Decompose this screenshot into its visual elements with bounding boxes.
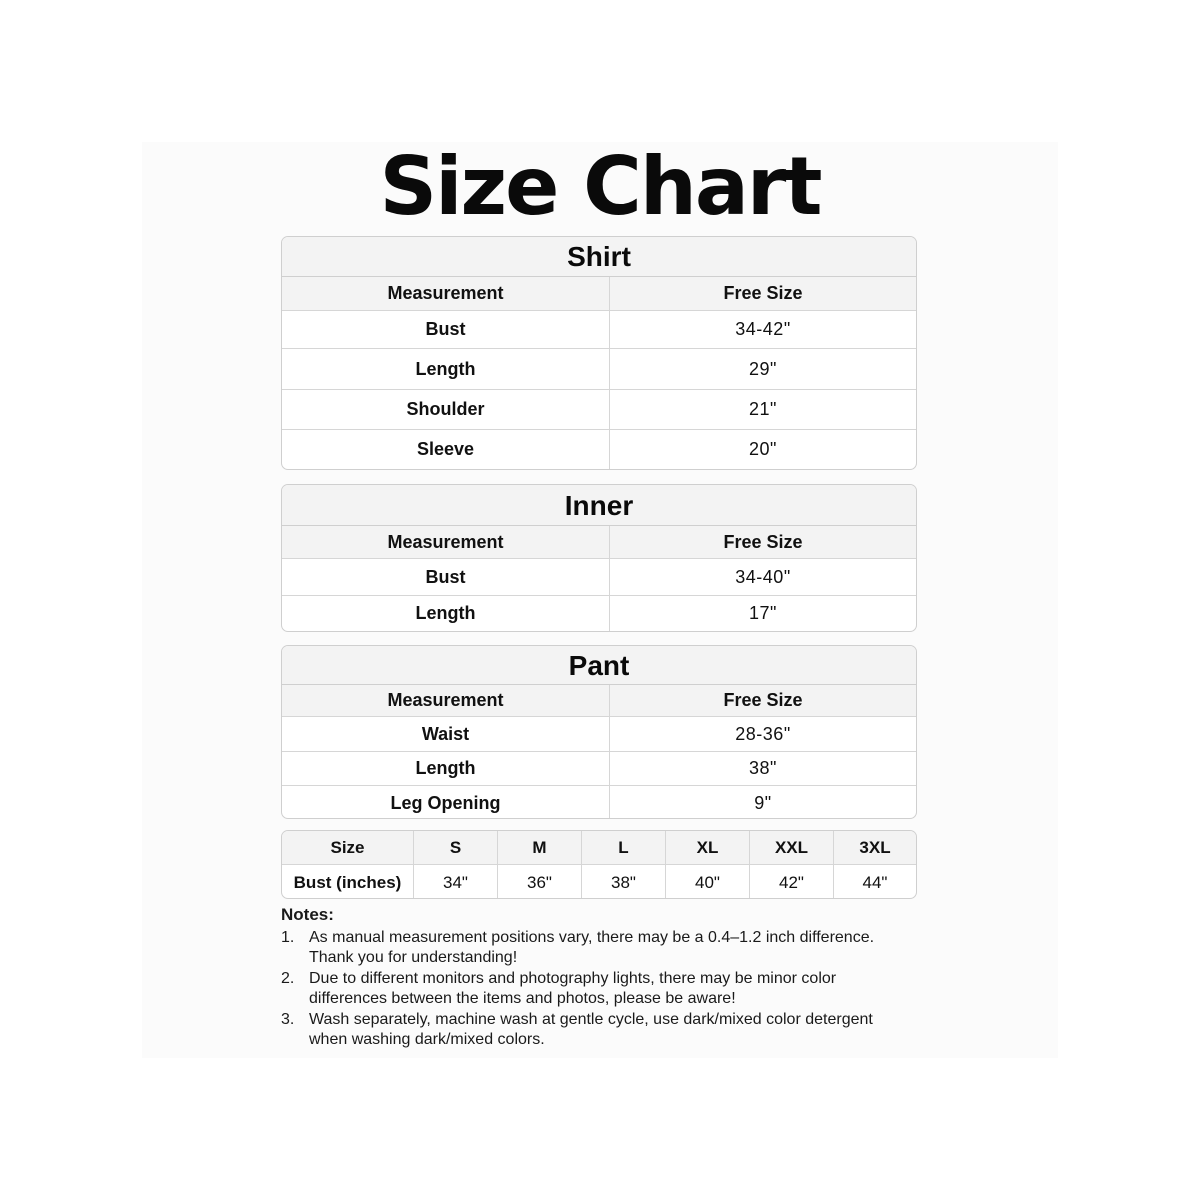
row-value: 38": [749, 758, 777, 778]
column-header-measurement: Measurement: [282, 685, 610, 716]
table-row: [282, 596, 916, 631]
table-row: [282, 752, 916, 786]
column-header-free-size: Free Size: [723, 690, 803, 710]
row-label: Length: [282, 752, 610, 785]
note-number: 1.: [281, 929, 295, 946]
bust-cell: 34": [414, 865, 498, 899]
size-cell: XXL: [750, 831, 834, 864]
row-value: 34-40": [735, 566, 791, 587]
note-number: 2.: [281, 970, 295, 987]
table-row: [282, 786, 916, 819]
note-line: when washing dark/mixed colors.: [309, 1031, 545, 1048]
note-line: differences between the items and photos, please be aware!: [309, 990, 736, 1007]
size-cell: L: [582, 831, 666, 864]
column-header-measurement: Measurement: [282, 277, 610, 310]
row-value: 9": [754, 792, 772, 813]
row-label: Leg Opening: [282, 786, 610, 819]
bust-cell: 42": [750, 865, 834, 899]
page-title: Size Chart: [379, 140, 821, 233]
table-heading: Shirt: [282, 237, 916, 277]
table-column-header: [282, 526, 916, 559]
table-row: [282, 311, 916, 349]
table-row: [282, 390, 916, 430]
note-line: As manual measurement positions vary, there may be a 0.4–1.2 inch difference.: [309, 929, 875, 946]
note-line: Thank you for understanding!: [309, 949, 518, 966]
table-column-header: [282, 685, 916, 717]
row-label: Length: [282, 596, 610, 631]
notes-title: Notes:: [281, 905, 334, 924]
row-label: Waist: [282, 717, 610, 751]
row-value: 29": [749, 358, 777, 379]
row-value: 21": [749, 399, 777, 419]
table-column-header: [282, 277, 916, 311]
size-cell: 3XL: [859, 837, 891, 857]
row-value: 28-36": [735, 723, 791, 744]
note-number: 3.: [281, 1011, 295, 1028]
note-item: [281, 928, 901, 968]
row-value: 34-42": [735, 319, 791, 339]
size-cell: M: [498, 831, 582, 864]
note-item: [281, 969, 901, 1009]
table-row: [282, 430, 916, 469]
table-heading: Inner: [282, 485, 916, 526]
row-label: Length: [282, 349, 610, 389]
column-header-free-size: Free Size: [723, 283, 803, 303]
bust-cell: 38": [582, 865, 666, 899]
pant-table: [281, 645, 917, 819]
table-row: [282, 349, 916, 390]
table-heading: Pant: [282, 646, 916, 685]
size-cell: XL: [666, 831, 750, 864]
bust-cell: Bust (inches): [282, 865, 414, 899]
size-cell: Size: [282, 831, 414, 864]
size-table: [281, 830, 917, 899]
bust-cell: 40": [666, 865, 750, 899]
inner-table: [281, 484, 917, 632]
bust-cell: 44": [862, 872, 888, 892]
column-header-measurement: Measurement: [282, 526, 610, 558]
shirt-table: [281, 236, 917, 470]
bust-cell: 36": [498, 865, 582, 899]
bust-row: [282, 865, 916, 899]
note-line: Due to different monitors and photography lights, there may be minor color: [309, 970, 837, 987]
size-header-row: [282, 831, 916, 865]
row-label: Sleeve: [282, 430, 610, 469]
table-row: [282, 559, 916, 596]
notes-section: [281, 905, 901, 1051]
row-value: 20": [749, 439, 777, 459]
row-label: Bust: [282, 559, 610, 595]
row-value: 17": [749, 603, 777, 623]
size-cell: S: [414, 831, 498, 864]
note-item: [281, 1010, 901, 1050]
row-label: Bust: [282, 311, 610, 348]
note-line: Wash separately, machine wash at gentle cycle, use dark/mixed color detergent: [309, 1011, 873, 1028]
row-label: Shoulder: [282, 390, 610, 429]
column-header-free-size: Free Size: [723, 531, 803, 552]
table-row: [282, 717, 916, 752]
